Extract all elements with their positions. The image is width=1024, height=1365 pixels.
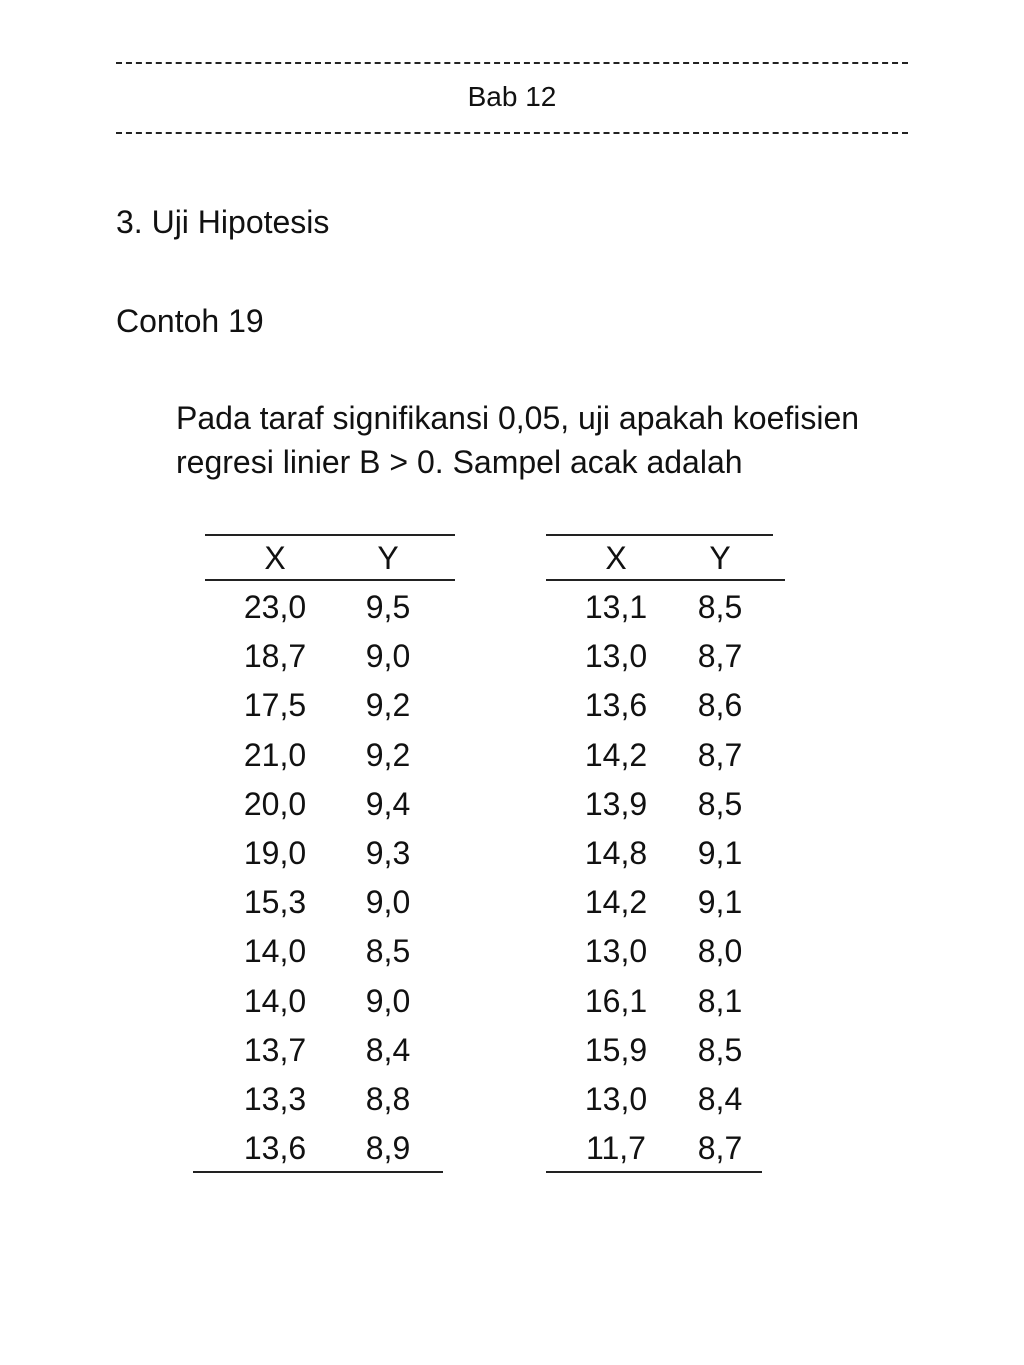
table-cell-y: 8,6 xyxy=(697,687,743,724)
table-cell-y: 8,5 xyxy=(697,1031,743,1068)
table-cell-x: 13,3 xyxy=(243,1081,307,1117)
table-cell-x: 15,9 xyxy=(584,1031,648,1068)
table-cell-x: 23,0 xyxy=(243,589,307,625)
table-cell-x: 14,8 xyxy=(584,835,648,871)
table-cell-y: 8,4 xyxy=(365,1031,411,1068)
problem-line: Pada taraf signifikansi 0,05, uji apakah koefisien xyxy=(176,400,860,436)
table-cell-y: 9,4 xyxy=(365,785,411,822)
table-cell-y: 8,5 xyxy=(365,933,411,970)
table-cell-x: 14,2 xyxy=(584,736,648,773)
section-heading: 3. Uji Hipotesis xyxy=(116,204,330,240)
table-cell-x: 14,0 xyxy=(243,933,307,970)
table-cell-x: 14,2 xyxy=(584,884,648,921)
table-cell-x: 13,0 xyxy=(584,638,648,675)
table-cell-x: 17,5 xyxy=(243,687,307,724)
table-cell-y: 8,5 xyxy=(697,785,743,822)
table-cell-y: 9,1 xyxy=(697,884,743,921)
table-cell-x: 16,1 xyxy=(584,982,648,1019)
table-cell-y: 8,9 xyxy=(365,1130,411,1167)
table-cell-x: 13,6 xyxy=(243,1130,307,1167)
table-cell-y: 9,2 xyxy=(365,687,411,724)
table-cell-y: 9,5 xyxy=(365,589,411,625)
table-cell-y: 8,5 xyxy=(697,589,743,625)
table-cell-y: 8,7 xyxy=(697,736,743,773)
problem-line: regresi linier B > 0. Sampel acak adalah xyxy=(176,444,743,480)
table-cell-x: 13,6 xyxy=(584,687,648,724)
table-cell-y: 9,1 xyxy=(697,835,743,871)
running-head: Bab 12 xyxy=(467,81,557,112)
table-cell-x: 14,0 xyxy=(243,982,307,1019)
example-label: Contoh 19 xyxy=(116,303,264,339)
header-dashed-rule-top xyxy=(116,62,908,64)
problem-statement xyxy=(176,396,936,484)
table-cell-y: 8,8 xyxy=(365,1081,411,1117)
table-header-rule xyxy=(205,579,455,581)
table-cell-x: 15,3 xyxy=(243,884,307,921)
table-top-rule xyxy=(546,534,773,536)
table-cell-y: 8,7 xyxy=(697,1130,743,1167)
table-cell-y: 8,0 xyxy=(697,933,743,970)
table-cell-y: 8,7 xyxy=(697,638,743,675)
table-cell-x: 18,7 xyxy=(243,638,307,675)
table-cell-x: 21,0 xyxy=(243,736,307,773)
column-header-x: X xyxy=(264,540,286,576)
table-cell-y: 9,0 xyxy=(365,982,411,1019)
table-cell-y: 9,0 xyxy=(365,638,411,675)
table-cell-x: 13,9 xyxy=(584,785,648,822)
table-cell-y: 9,0 xyxy=(365,884,411,921)
column-header-y: Y xyxy=(709,540,731,576)
table-bottom-rule xyxy=(546,1171,762,1173)
table-cell-y: 8,1 xyxy=(697,982,743,1019)
table-cell-x: 13,1 xyxy=(584,589,648,625)
table-cell-y: 9,2 xyxy=(365,736,411,773)
header-dashed-rule-bottom xyxy=(116,132,908,134)
table-header-rule xyxy=(546,579,785,581)
column-header-y: Y xyxy=(377,540,399,576)
table-top-rule xyxy=(205,534,455,536)
column-header-x: X xyxy=(605,540,627,576)
table-cell-x: 13,0 xyxy=(584,933,648,970)
table-cell-x: 20,0 xyxy=(243,785,307,822)
table-cell-x: 19,0 xyxy=(243,835,307,871)
table-bottom-rule xyxy=(193,1171,443,1173)
table-cell-x: 11,7 xyxy=(586,1130,646,1167)
table-cell-y: 8,4 xyxy=(697,1081,743,1117)
table-cell-x: 13,0 xyxy=(584,1081,648,1117)
table-cell-y: 9,3 xyxy=(365,835,411,871)
table-cell-x: 13,7 xyxy=(243,1031,307,1068)
